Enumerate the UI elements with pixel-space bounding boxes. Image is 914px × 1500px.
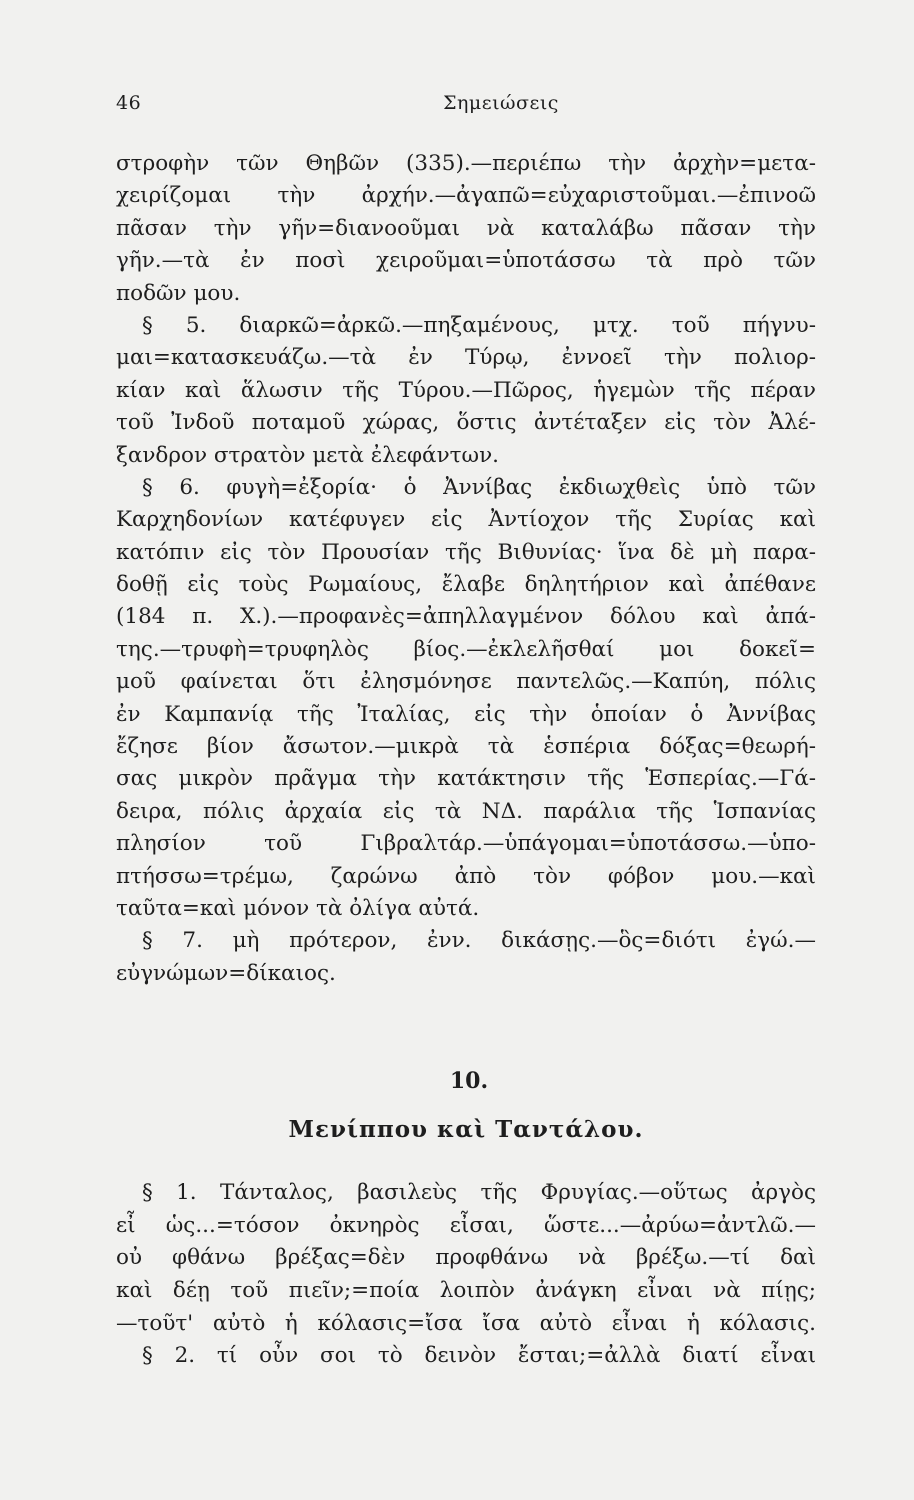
chapter-title: Μενίππου καὶ Ταντάλου.: [288, 1116, 644, 1144]
section-5-start: § 5. διαρκῶ=ἀρκῶ.—πηξαμένους, μτχ. τοῦ πήγνυ-: [142, 312, 816, 338]
text-line: πᾶσαν τὴν γῆν=διανοοῦμαι νὰ καταλάβω πᾶσαν τὴν: [116, 215, 816, 241]
page-number: 46: [116, 92, 142, 114]
text-line: ξανδρον στρατὸν μετὰ ἐλεφάντων.: [116, 442, 499, 468]
text-line: πτήσσω=τρέμω, ζαρώνω ἀπὸ τὸν φόβον μου.—καὶ: [116, 863, 816, 889]
text-line: ταῦτα=καὶ μόνον τὰ ὀλίγα αὐτά.: [116, 895, 480, 921]
text-line: κίαν καὶ ἅλωσιν τῆς Τύρου.—Πῶρος, ἡγεμὼν τῆς πέραν: [116, 377, 816, 403]
text-line: τοῦ Ἰνδοῦ ποταμοῦ χώρας, ὅστις ἀντέταξεν εἰς τὸν Ἀλέ-: [116, 410, 816, 436]
section-6-start: § 6. φυγὴ=ἐξορία· ὁ Ἀννίβας ἐκδιωχθεὶς ὑπὸ τῶν: [142, 474, 816, 500]
book-page: [116, 92, 816, 1373]
text-line: μοῦ φαίνεται ὅτι ἐλησμόνησε παντελῶς.—Καπύη, πόλις: [116, 669, 816, 695]
text-line: ποδῶν μου.: [116, 280, 241, 306]
notes-chapter-10: [116, 1177, 816, 1373]
text-line: στροφὴν τῶν Θηβῶν (335).—περιέπω τὴν ἀρχὴν=μετα-: [116, 151, 816, 176]
text-line: ἐν Καμπανίᾳ τῆς Ἰταλίας, εἰς τὴν ὁποίαν ὁ Ἀννίβας: [116, 701, 816, 727]
notes-chapter-9: [116, 148, 816, 990]
text-line: μαι=κατασκευάζω.—τὰ ἐν Τύρῳ, ἐννοεῖ τὴν πολιορ-: [116, 345, 816, 371]
text-line: ἔζησε βίον ἄσωτον.—μικρὰ τὰ ἑσπέρια δόξας=θεωρή-: [116, 734, 816, 760]
text-line: πλησίον τοῦ Γιβραλτάρ.—ὑπάγομαι=ὑποτάσσω.—ὑπο-: [116, 831, 816, 857]
page-header: [116, 92, 816, 122]
text-line: Καρχηδονίων κατέφυγεν εἰς Ἀντίοχον τῆς Συρίας καὶ: [116, 507, 816, 533]
text-line: οὐ φθάνω βρέξας=δὲν προφθάνω νὰ βρέξω.—τί δαὶ: [116, 1245, 816, 1271]
text-line: δοθῇ εἰς τοὺς Ρωμαίους, ἔλαβε δηλητήριον καὶ ἀπέθανε: [116, 572, 816, 598]
text-line: εἶ ὡς...=τόσον ὀκνηρὸς εἶσαι, ὥστε...—ἀρύω=ἀντλῶ.—: [116, 1212, 816, 1238]
running-title: Σημειώσεις: [443, 92, 559, 114]
text-line: γῆν.—τὰ ἐν ποσὶ χειροῦμαι=ὑποτάσσω τὰ πρὸ τῶν: [116, 248, 816, 274]
text-line: (184 π. Χ.).—προφανὲς=ἀπηλλαγμένον δόλου καὶ ἀπά-: [116, 604, 816, 630]
text-line: κατόπιν εἰς τὸν Προυσίαν τῆς Βιθυνίας· ἵνα δὲ μὴ παρα-: [116, 539, 816, 565]
text-line: —τοῦτ' αὐτὸ ἡ κόλασις=ἴσα ἴσα αὐτὸ εἶναι ἡ κόλασις.: [116, 1310, 816, 1336]
section-1-start: § 1. Τάνταλος, βασιλεὺς τῆς Φρυγίας.—οὕτως ἀργὸς: [142, 1180, 816, 1206]
text-line: χειρίζομαι τὴν ἀρχήν.—ἀγαπῶ=εὐχαριστοῦμαι.—ἐπινοῶ: [116, 183, 816, 209]
section-7-start: § 7. μὴ πρότερον, ἐνν. δικάσῃς.—ὃς=διότι ἐγώ.—: [142, 928, 816, 954]
text-line: καὶ δέῃ τοῦ πιεῖν;=ποία λοιπὸν ἀνάγκη εἶναι νὰ πίῃς;: [116, 1277, 816, 1303]
section-2-start: § 2. τί οὖν σοι τὸ δεινὸν ἔσται;=ἀλλὰ διατί εἶναι: [142, 1343, 816, 1369]
text-line: της.—τρυφὴ=τρυφηλὸς βίος.—ἐκλελῆσθαί μοι δοκεῖ=: [116, 636, 816, 662]
text-line: εὐγνώμων=δίκαιος.: [116, 960, 336, 986]
text-line: σας μικρὸν πρᾶγμα τὴν κατάκτησιν τῆς Ἑσπερίας.—Γά-: [116, 766, 816, 792]
chapter-number: 10.: [449, 1068, 489, 1095]
text-line: δειρα, πόλις ἀρχαία εἰς τὰ ΝΔ. παράλια τῆς Ἱσπανίας: [116, 798, 816, 824]
